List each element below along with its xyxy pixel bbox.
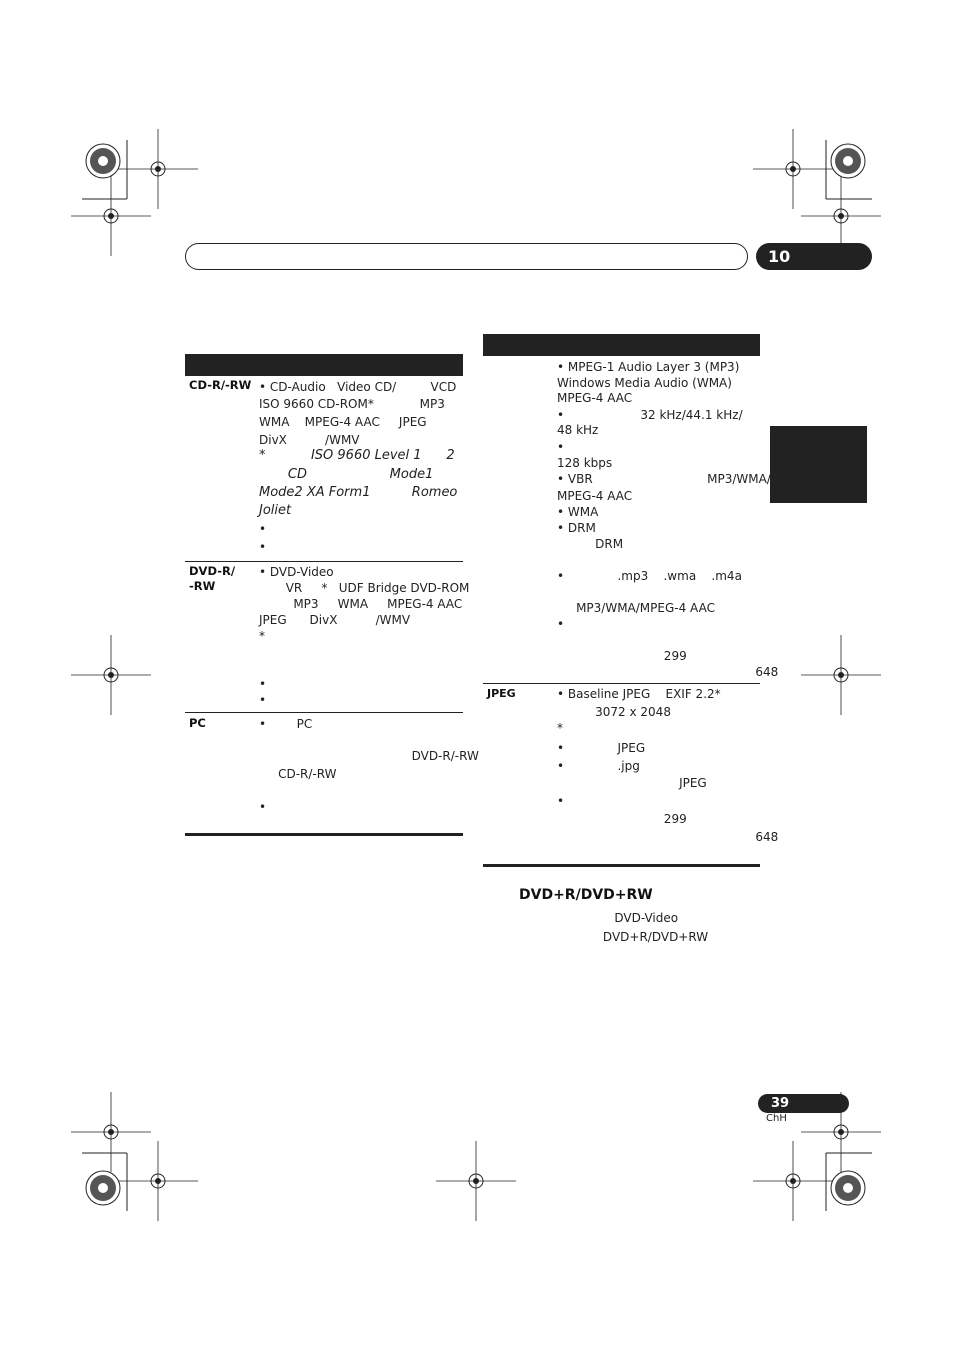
language-code: ChH [766, 1113, 787, 1124]
cdr-note-3: Mode2 XA Form1 Romeo [259, 485, 458, 500]
audio-line: • MPEG-1 Audio Layer 3 (MP3) [557, 360, 740, 374]
row-divider [483, 683, 760, 684]
row-label-cdr: CD-R/-RW [189, 378, 252, 392]
dvdr-line-4: JPEG DivX /WMV [259, 613, 411, 627]
audio-line: 48 kHz [557, 423, 599, 437]
audio-line: • [557, 440, 565, 454]
row-divider [185, 561, 463, 562]
audio-line: MPEG-4 AAC [557, 391, 633, 405]
audio-line: 299 [557, 649, 687, 663]
audio-line: • .mp3 .wma .m4a [557, 569, 742, 583]
jpeg-line: 648 [557, 830, 779, 844]
left-table-bottom-rule [185, 833, 463, 836]
jpeg-line: • [557, 794, 565, 808]
audio-line: DRM [557, 537, 624, 551]
pc-bullet-1: • [259, 800, 267, 814]
dvdplus-heading: DVD+R/DVD+RW [519, 887, 653, 903]
cdr-line-1: • CD-Audio Video CD/ VCD [259, 380, 457, 394]
audio-line: 128 kbps [557, 456, 613, 470]
dvdr-line-5: * [259, 629, 265, 643]
jpeg-line: • .jpg [557, 759, 640, 773]
pc-line-1: • PC [259, 717, 313, 731]
right-table-bottom-rule [483, 864, 760, 867]
row-label-dvdr-2: -RW [189, 579, 216, 593]
header-title-bar [185, 243, 748, 270]
right-table-header [483, 334, 760, 356]
cdr-note-2: CD Mode1 [259, 467, 434, 482]
audio-line: • 32 kHz/44.1 kHz/ [557, 408, 743, 422]
cdr-bullet-1: • [259, 522, 267, 536]
row-label-dvdr-1: DVD-R/ [189, 564, 236, 578]
dvdr-bullet-2: • [259, 693, 267, 707]
dvdr-line-2: VR * UDF Bridge DVD-ROM [259, 581, 470, 595]
jpeg-line: • Baseline JPEG EXIF 2.2* [557, 687, 721, 701]
left-table-header [185, 354, 463, 376]
jpeg-line: 3072 x 2048 [557, 705, 671, 719]
chapter-number-badge: 10 [756, 243, 872, 270]
dvdr-line-3: MP3 WMA MPEG-4 AAC [259, 597, 463, 611]
audio-line: MP3/WMA/MPEG-4 AAC [557, 601, 715, 615]
audio-line: • WMA [557, 505, 599, 519]
jpeg-line: JPEG [557, 776, 707, 790]
audio-line: • DRM [557, 521, 596, 535]
jpeg-line: * [557, 721, 563, 735]
language-side-tab [770, 426, 867, 503]
dvdr-bullet-1: • [259, 677, 267, 691]
dvdplus-line-2: DVD+R/DVD+RW [519, 930, 709, 944]
cdr-bullet-2: • [259, 540, 267, 554]
row-label-jpeg: JPEG [487, 687, 516, 700]
pc-line-3: CD-R/-RW [259, 767, 337, 781]
page-number-badge: 39 [758, 1094, 849, 1113]
row-divider [185, 712, 463, 713]
audio-line: 648 [557, 665, 779, 679]
audio-line: Windows Media Audio (WMA) [557, 376, 732, 390]
cdr-line-3: WMA MPEG-4 AAC JPEG [259, 415, 427, 429]
cdr-note-4: Joliet [259, 503, 292, 518]
dvdr-line-1: • DVD-Video [259, 565, 334, 579]
cdr-line-2: ISO 9660 CD-ROM* MP3 [259, 397, 445, 411]
dvdplus-line-1: DVD-Video [519, 911, 679, 925]
audio-line: MPEG-4 AAC [557, 489, 633, 503]
row-label-pc: PC [189, 716, 206, 730]
audio-line: • VBR MP3/WMA/ [557, 472, 771, 486]
cdr-line-4: DivX /WMV [259, 433, 360, 447]
jpeg-line: 299 [557, 812, 687, 826]
jpeg-line: • JPEG [557, 741, 646, 755]
cdr-note-1: * ISO 9660 Level 1 2 [259, 448, 455, 463]
audio-line: • [557, 617, 565, 631]
pc-line-2: DVD-R/-RW [259, 749, 479, 763]
